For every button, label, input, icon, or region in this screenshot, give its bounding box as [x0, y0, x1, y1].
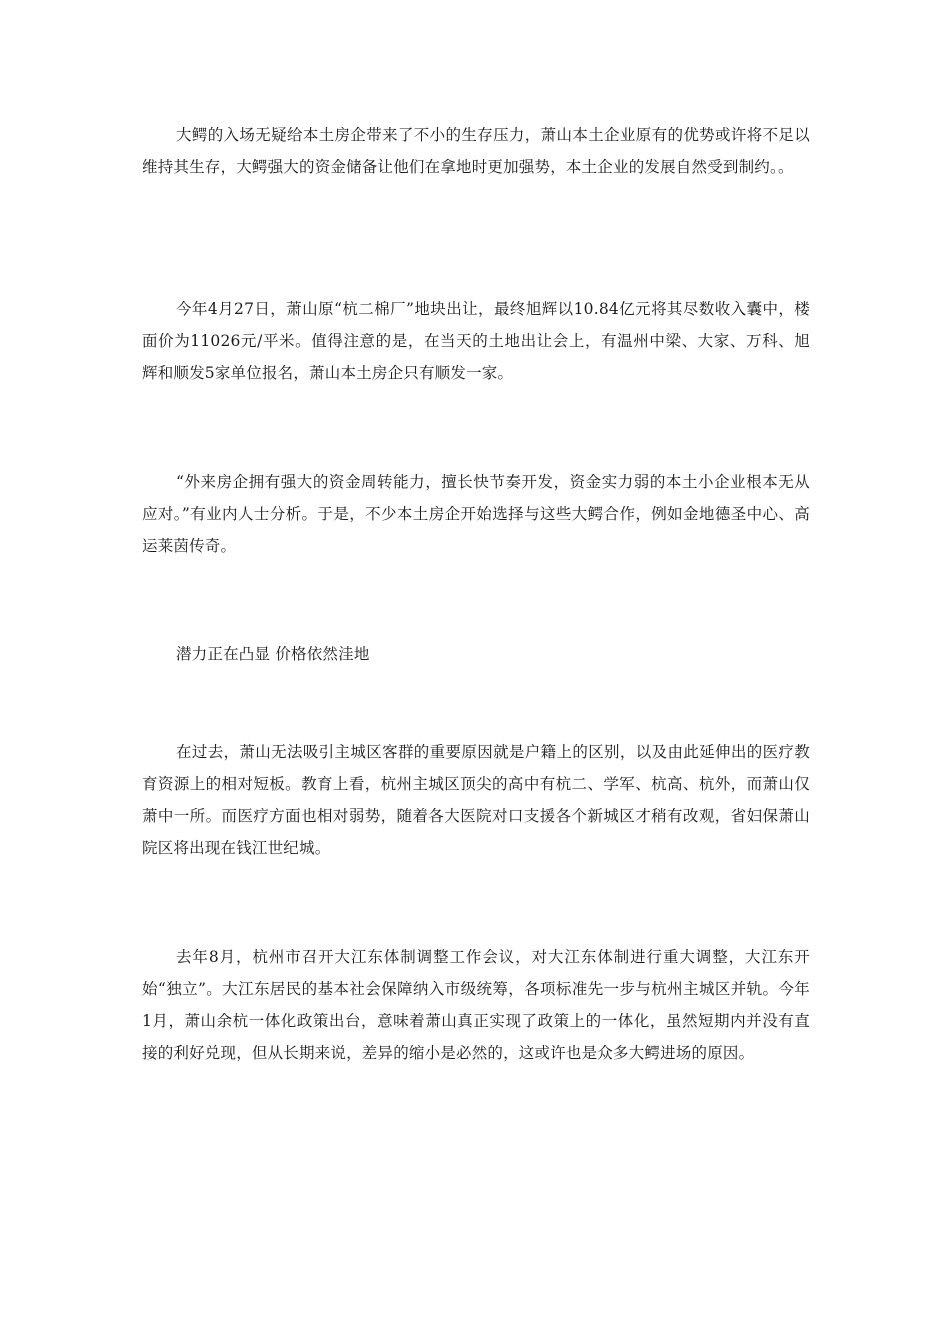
- paragraph-policy-integration: 去年8月，杭州市召开大江东体制调整工作会议，对大江东体制进行重大调整，大江东开始“独立”。大江东居民的基本社会保障纳入市级统筹，各项标准先一步与杭州主城区并轨。今年1月，萧山余杭一体化政策出台，意味着萧山真正实现了政策上的一体化，虽然短期内并没有直接的利好兑现，但从长期来说，差异的缩小是必然的，这或许也是众多大鳄进场的原因。: [142, 948, 810, 1062]
- section-heading: 潜力正在凸显 价格依然洼地: [176, 645, 370, 663]
- paragraph-local-developers-pressure: 大鳄的入场无疑给本土房企带来了不小的生存压力，萧山本土企业原有的优势或许将不足以维持其生存，大鳄强大的资金储备让他们在拿地时更加强势，本土企业的发展自然受到制约。。: [142, 126, 810, 176]
- paragraph-education-medical: 在过去，萧山无法吸引主城区客群的重要原因就是户籍上的区别，以及由此延伸出的医疗教育资源上的相对短板。教育上看，杭州主城区顶尖的高中有杭二、学军、杭高、杭外，而萧山仅萧中一所。而医疗方面也相对弱势，随着各大医院对口支援各个新城区才稍有改观，省妇保萧山院区将出现在钱江世纪城。: [142, 743, 810, 857]
- paragraph-industry-analysis: “外来房企拥有强大的资金周转能力，擅长快节奏开发，资金实力弱的本土小企业根本无从应对。”有业内人士分析。于是，不少本土房企开始选择与这些大鳄合作，例如金地德圣中心、高运莱茵传奇。: [142, 473, 810, 555]
- paragraph-land-auction: 今年4月27日，萧山原“杭二棉厂”地块出让，最终旭辉以10.84亿元将其尽数收入囊中，楼面价为11026元/平米。值得注意的是，在当天的土地出让会上，有温州中梁、大家、万科、旭辉和顺发5家单位报名，萧山本土房企只有顺发一家。: [142, 300, 810, 382]
